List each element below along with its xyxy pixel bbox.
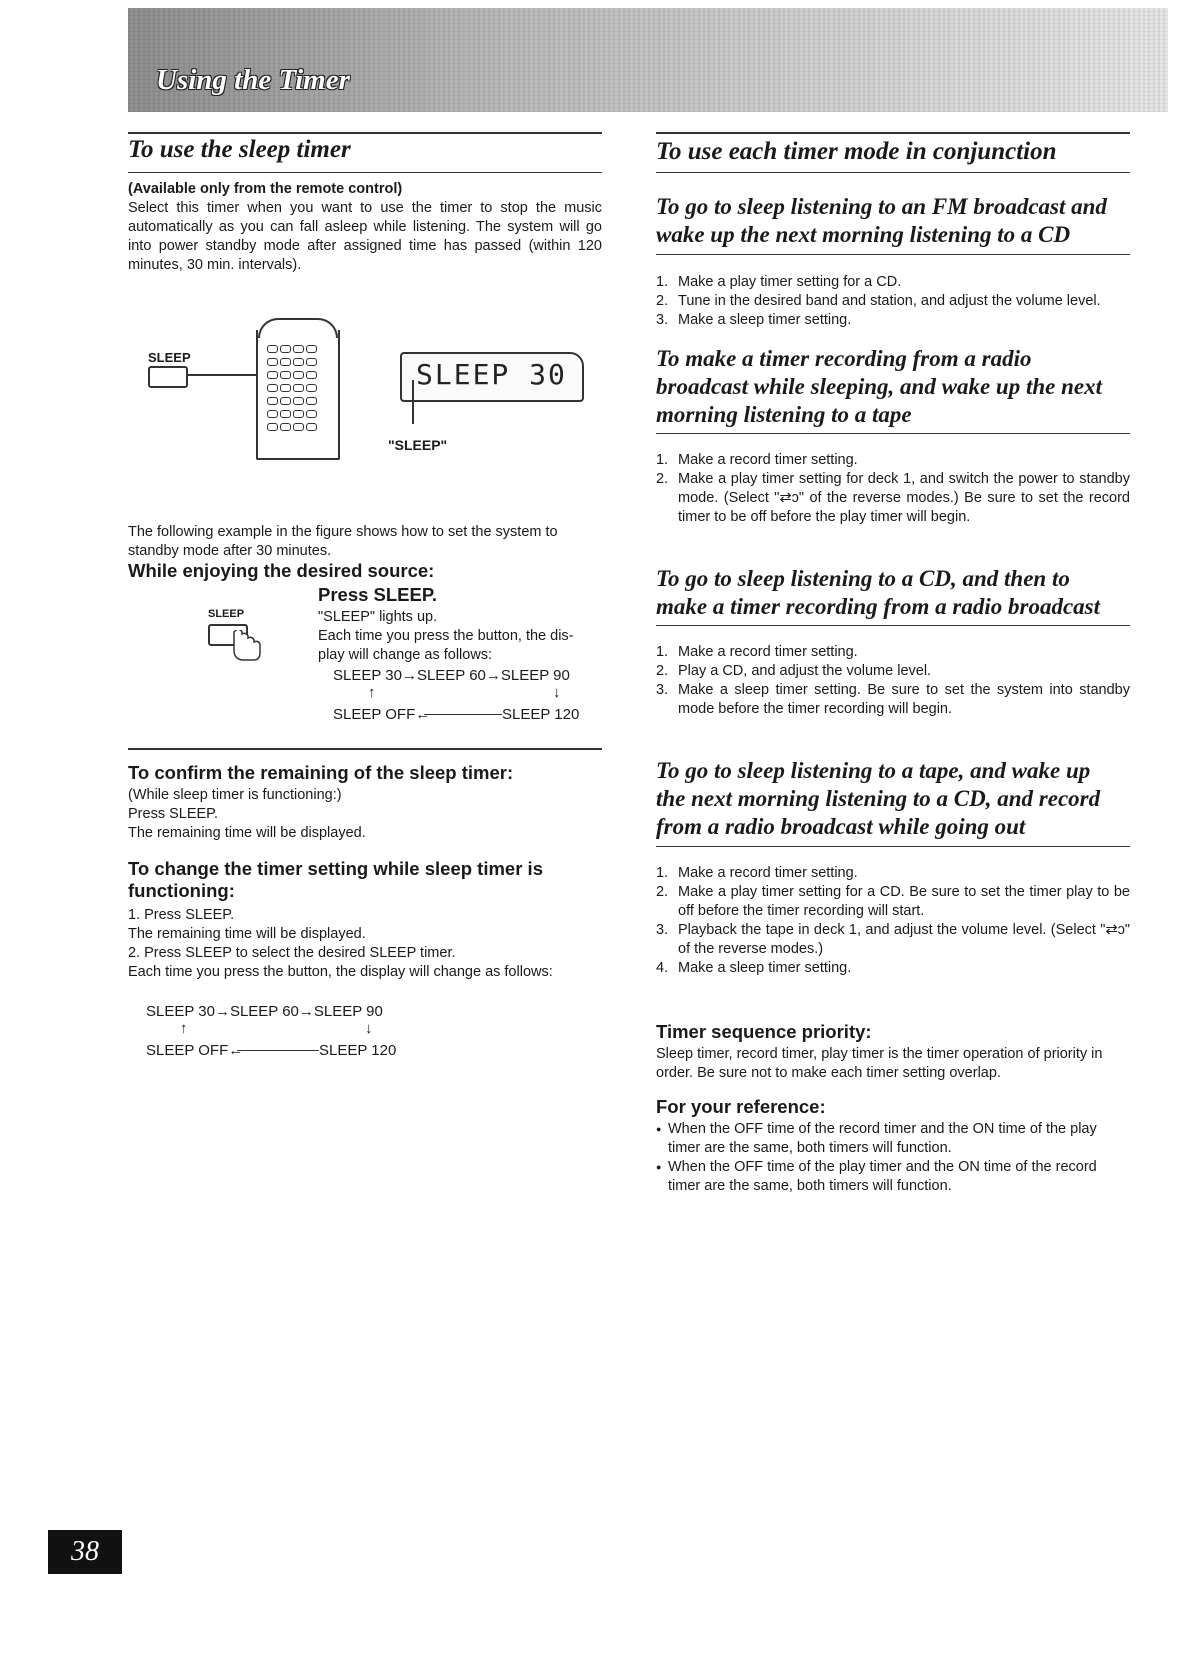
sleep-button-label: SLEEP — [208, 608, 245, 620]
sequence-line — [424, 714, 502, 715]
list-item: 4. Make a sleep timer setting. — [656, 960, 852, 976]
change-text: 1. Press SLEEP. The remaining time will be displayed. 2. Press SLEEP to select the desired SLEEP timer. Each time you press the button, the display will change as follows: — [128, 907, 553, 980]
list-item: 2. Make a play timer setting for a CD. Be sure to set the timer play to be off before the timer recording will start. — [656, 884, 1130, 919]
section-rule — [656, 172, 1130, 173]
confirm-heading: To confirm the remaining of the sleep timer: — [128, 762, 514, 783]
page-number: 38 — [48, 1530, 122, 1574]
section-rule — [656, 132, 1130, 134]
list-item: 2. Make a play timer setting for deck 1, and switch the power to standby mode. (Select "⇄ɔ" of the reverse modes.) Be sure to set the record timer to be off before the play timer will begin. — [656, 471, 1130, 525]
list-item: 3. Playback the tape in deck 1, and adjust the volume level. (Select "⇄ɔ" of the reverse modes.) — [656, 922, 1130, 957]
arrow-down-icon: ↓ — [553, 684, 561, 701]
list-item: 1. Make a record timer setting. — [656, 865, 858, 881]
steps-list — [656, 643, 1130, 719]
remote-control-icon — [256, 330, 340, 460]
availability-note: (Available only from the remote control) — [128, 181, 403, 197]
priority-heading: Timer sequence priority: — [656, 1021, 872, 1042]
list-item: 1. Make a record timer setting. — [656, 644, 858, 660]
sequence-bottom-right: SLEEP 120 — [319, 1042, 397, 1059]
section-rule — [656, 254, 1130, 255]
list-item: 2. Tune in the desired band and station, and adjust the volume level. — [656, 293, 1101, 309]
display-readout: SLEEP 30 — [416, 358, 567, 391]
display-panel — [400, 352, 584, 402]
steps-list — [656, 273, 1130, 330]
list-item: ● When the OFF time of the record timer and the ON time of the play timer are the same, both timers will function. — [656, 1120, 1130, 1158]
press-sleep-heading: Press SLEEP. — [318, 584, 437, 605]
example-paragraph: The following example in the figure shows how to set the system to standby mode after 30 minutes. — [128, 524, 558, 559]
priority-text: Sleep timer, record timer, play timer is the timer operation of priority in order. Be sure not to make each timer setting overlap. — [656, 1046, 1103, 1081]
sequence-top: SLEEP 30→SLEEP 60→SLEEP 90 — [146, 1003, 383, 1020]
page-title: Using the Timer — [156, 64, 350, 96]
list-item: 3. Make a sleep timer setting. Be sure to set the system into standby mode before the timer recording will begin. — [656, 682, 1130, 717]
arrow-up-icon: ↑ — [180, 1020, 188, 1037]
caption-leader — [412, 380, 414, 424]
display-caption: "SLEEP" — [388, 437, 448, 453]
section-rule — [128, 132, 602, 134]
sequence-top: SLEEP 30→SLEEP 60→SLEEP 90 — [333, 667, 570, 684]
sleep-timer-title: To use the sleep timer — [128, 136, 351, 163]
subsection-title: To go to sleep listening to a CD, and then to make a timer recording from a radio broadcast — [656, 566, 1101, 619]
sequence-bottom-right: SLEEP 120 — [502, 706, 580, 723]
reference-heading: For your reference: — [656, 1096, 826, 1117]
confirm-text: (While sleep timer is functioning:) Press SLEEP. The remaining time will be displayed. — [128, 787, 366, 841]
intro-paragraph: Select this timer when you want to use the timer to stop the music automatically as you can fall asleep while listening. The system will go into power standby mode after assigned time has passed (within 120 minutes, 30 min. intervals). — [128, 200, 602, 273]
list-item: 1. Make a record timer setting. — [656, 452, 858, 468]
arrow-down-icon: ↓ — [365, 1020, 373, 1037]
steps-list — [656, 451, 1130, 527]
subsection-title: To go to sleep listening to an FM broadcast and wake up the next morning listening to a CD — [656, 194, 1107, 247]
sequence-bottom-left: SLEEP OFF← — [333, 706, 431, 723]
section-rule — [128, 172, 602, 173]
list-item: 2. Play a CD, and adjust the volume level. — [656, 663, 932, 679]
sequence-bottom-left: SLEEP OFF← — [146, 1042, 244, 1059]
subsection-title: To go to sleep listening to a tape, and wake up the next morning listening to a CD, and record from a radio broadcast while going out — [656, 758, 1101, 839]
section-rule — [656, 625, 1130, 626]
section-rule — [656, 846, 1130, 847]
arrow-up-icon: ↑ — [368, 684, 376, 701]
header-banner — [128, 8, 1168, 112]
sequence-line — [237, 1050, 319, 1051]
steps-list — [656, 864, 1130, 978]
hand-press-icon — [208, 624, 248, 646]
leader-line — [186, 374, 258, 376]
list-item: 1. Make a play timer setting for a CD. — [656, 274, 902, 290]
list-item: 3. Make a sleep timer setting. — [656, 312, 852, 328]
sleep-button-icon — [148, 366, 188, 388]
while-enjoying-heading: While enjoying the desired source: — [128, 560, 435, 581]
press-description: "SLEEP" lights up. Each time you press the button, the dis- play will change as follows: — [318, 609, 574, 663]
list-item: ● When the OFF time of the play timer and the ON time of the record timer are the same, both timers will function. — [656, 1158, 1130, 1196]
conjunction-title: To use each timer mode in conjunction — [656, 138, 1057, 165]
reference-list — [656, 1120, 1130, 1196]
section-rule — [128, 748, 602, 750]
section-rule — [656, 433, 1130, 434]
sleep-button-label: SLEEP — [148, 350, 191, 365]
change-heading: To change the timer setting while sleep timer is functioning: — [128, 858, 543, 901]
subsection-title: To make a timer recording from a radio broadcast while sleeping, and wake up the next morning listening to a tape — [656, 346, 1102, 427]
